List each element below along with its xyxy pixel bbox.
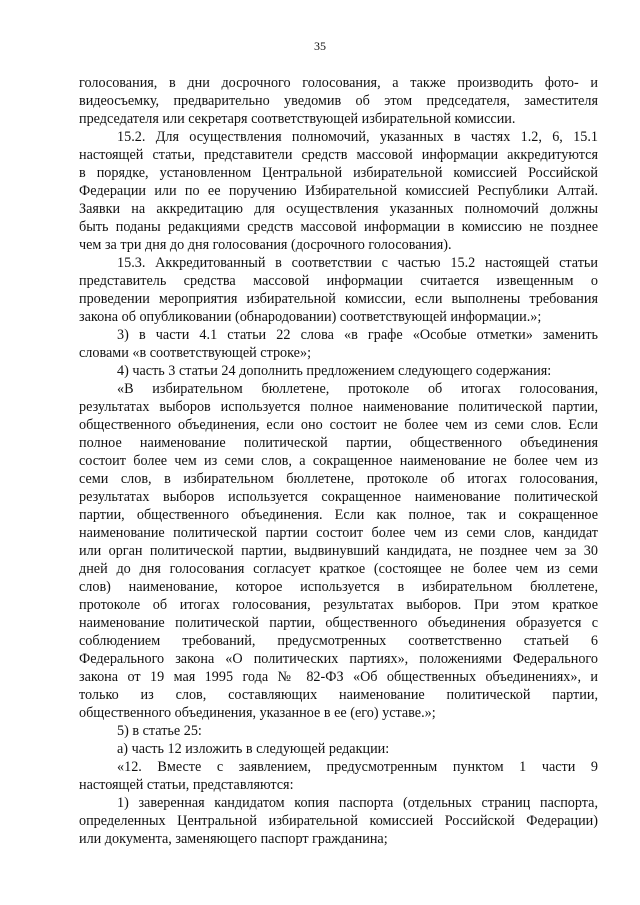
- text-line: Федерации или по ее поручению Избирательной комиссией Республики Алтай.: [79, 183, 598, 199]
- text-line: быть поданы редакциями средств массовой информации в комиссию не позднее: [79, 219, 598, 235]
- text-line: чем за три дня до дня голосования (досрочного голосования).: [79, 237, 452, 253]
- text-line: 1) заверенная кандидатом копия паспорта (отдельных страниц паспорта,: [117, 795, 598, 811]
- text-line: видеосъемку, предварительно уведомив об этом председателя, заместителя: [79, 93, 598, 109]
- text-line: закона от 19 мая 1995 года № 82-ФЗ «Об общественных объединениях», и: [79, 669, 598, 685]
- text-line: Заявки на аккредитацию для осуществления указанных полномочий должны: [79, 201, 598, 217]
- text-line: 15.2. Для осуществления полномочий, указанных в частях 1.2, 6, 15.1: [117, 129, 598, 145]
- text-line: «В избирательном бюллетене, протоколе об итогах голосования,: [117, 381, 598, 397]
- text-line: партии, общественного объединения. Если как полное, так и сокращенное: [79, 507, 598, 523]
- text-line: семи слов, в избирательном бюллетене, протоколе об итогах голосования,: [79, 471, 598, 487]
- text-line: или орган политической партии, выдвинувший кандидата, не позднее чем за 30: [79, 543, 598, 559]
- text-line: определенных Центральной избирательной комиссией Российской Федерации): [79, 813, 598, 829]
- text-line: настоящей статьи, представители средств массовой информации аккредитуются: [79, 147, 598, 163]
- text-line: представитель средства массовой информации считается извещенным о: [79, 273, 598, 289]
- text-line: председателя или секретаря соответствующей избирательной комиссии.: [79, 111, 516, 127]
- text-line: дней до дня голосования согласует краткое (состоящее не более чем из семи: [79, 561, 598, 577]
- text-line: или документа, заменяющего паспорт гражданина;: [79, 831, 388, 847]
- text-line: соблюдением требований, предусмотренных соответственно статьей 6: [79, 633, 598, 649]
- text-line: закона об опубликовании (обнародовании) соответствующей информации.»;: [79, 309, 542, 325]
- text-line: состоит более чем из семи слов, а сокращенное наименование не более чем из: [79, 453, 598, 469]
- text-line: полное наименование политической партии, общественного объединения: [79, 435, 598, 451]
- text-line: общественного объединения, если оно состоит не более чем из семи слов. Если: [79, 417, 598, 433]
- text-line: только из слов, составляющих наименование политической партии,: [79, 687, 598, 703]
- text-line: наименование политической партии, общественного объединения образуется с: [79, 615, 598, 631]
- text-line: «12. Вместе с заявлением, предусмотренным пунктом 1 части 9: [117, 759, 598, 775]
- text-line: результатах выборов используется полное наименование политической партии,: [79, 399, 598, 415]
- text-line: а) часть 12 изложить в следующей редакции:: [117, 741, 390, 757]
- text-line: 4) часть 3 статьи 24 дополнить предложением следующего содержания:: [117, 363, 552, 379]
- text-line: 15.3. Аккредитованный в соответствии с частью 15.2 настоящей статьи: [117, 255, 598, 271]
- text-line: слов) наименование, которое используется в избирательном бюллетене,: [79, 579, 598, 595]
- page-number: 35: [314, 39, 326, 53]
- text-line: Федерального закона «О политических партиях», положениями Федерального: [79, 651, 598, 667]
- text-line: результатах выборов используется сокращенное наименование политической: [79, 489, 598, 505]
- text-line: в порядке, установленном Центральной избирательной комиссией Российской: [79, 165, 598, 181]
- text-line: 5) в статье 25:: [117, 723, 202, 739]
- text-line: 3) в части 4.1 статьи 22 слова «в графе «Особые отметки» заменить: [117, 327, 598, 343]
- text-line: наименование политической партии состоит более чем из семи слов, кандидат: [79, 525, 598, 541]
- text-line: проведении мероприятия избирательной комиссии, если выполнены требования: [79, 291, 598, 307]
- text-line: голосования, в дни досрочного голосования, а также производить фото- и: [79, 75, 598, 91]
- text-line: общественного объединения, указанное в ее (его) уставе.»;: [79, 705, 436, 721]
- text-line: протоколе об итогах голосования, результатах выборов. При этом краткое: [79, 597, 598, 613]
- text-line: настоящей статьи, представляются:: [79, 777, 294, 793]
- document-body: [79, 74, 598, 848]
- text-line: словами «в соответствующей строке»;: [79, 345, 312, 361]
